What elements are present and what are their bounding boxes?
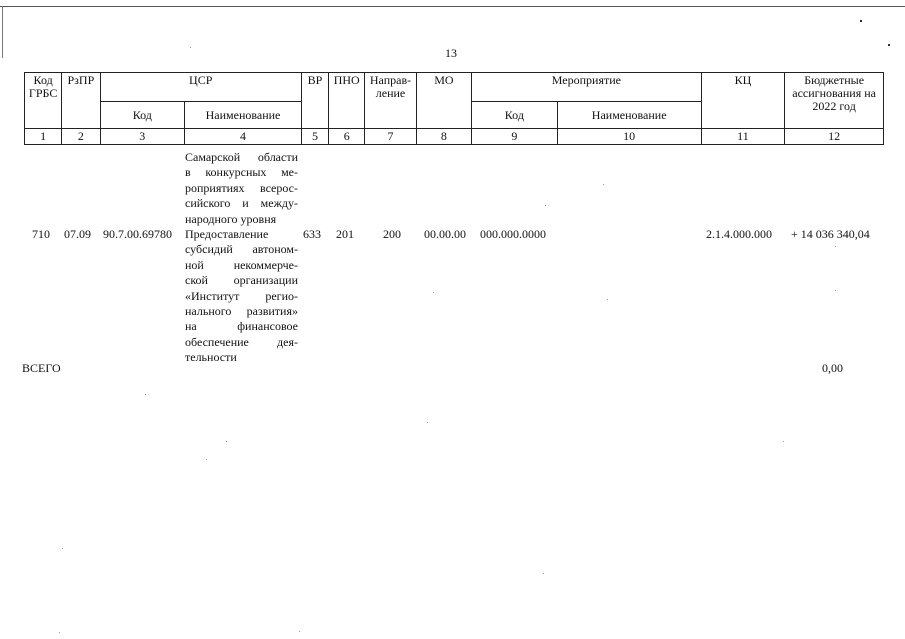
col-meropr-header: Мероприятие <box>472 73 702 102</box>
text-line: субсидий автоном- <box>185 242 298 257</box>
col-number: 11 <box>701 129 785 145</box>
col-number: 8 <box>416 129 471 145</box>
col-number: 6 <box>329 129 365 145</box>
col-rzpr-header: РзПР <box>62 73 100 129</box>
scan-edge-left <box>2 6 3 58</box>
scan-speck <box>299 631 300 632</box>
scan-speck <box>226 441 227 442</box>
total-label: ВСЕГО <box>22 361 61 375</box>
text-line: сийского и между- <box>185 196 298 211</box>
scan-speck <box>783 441 784 442</box>
col-number: 1 <box>25 129 62 145</box>
text-line: ской организации <box>185 273 298 288</box>
scan-speck <box>835 290 836 291</box>
scan-speck <box>888 44 890 46</box>
text-line: тельности <box>185 350 237 365</box>
cell-mo: 00.00.00 <box>424 227 466 241</box>
cell-rzpr: 07.09 <box>64 227 91 241</box>
cell-kc: 2.1.4.000.000 <box>706 227 772 241</box>
col-csr-name-header: Наименование <box>185 102 302 129</box>
col-meropr-kod-header: Код <box>472 102 558 129</box>
cell-vr: 633 <box>303 227 321 241</box>
continuation-text <box>185 150 298 227</box>
text-line: роприятиях всерос- <box>185 180 298 195</box>
col-vr-header: ВР <box>301 73 328 129</box>
col-number: 5 <box>301 129 328 145</box>
col-pno-header: ПНО <box>329 73 365 129</box>
scan-speck <box>59 632 60 633</box>
cell-pno: 201 <box>336 227 354 241</box>
scan-speck <box>603 184 604 185</box>
text-line: Самарской области <box>185 150 298 164</box>
scan-speck <box>545 205 546 206</box>
cell-napr: 200 <box>383 227 401 241</box>
scan-speck <box>190 47 191 48</box>
cell-amount: + 14 036 340,04 <box>791 227 870 241</box>
cell-kod-grbs: 710 <box>32 227 50 241</box>
scan-speck <box>835 246 836 247</box>
header-table <box>24 72 884 145</box>
cell-csr-kod: 90.7.00.69780 <box>103 227 172 241</box>
text-line: «Институт регио- <box>185 288 298 303</box>
col-meropr-name-header: Наименование <box>557 102 701 129</box>
col-csr-header: ЦСР <box>100 73 301 102</box>
text-line: ной некоммерче- <box>185 257 298 272</box>
col-napr-header: Направ-ление <box>365 73 416 129</box>
col-budget-header: Бюджетные ассигнования на 2022 год <box>785 73 884 129</box>
text-line: обеспечение дея- <box>185 334 298 349</box>
scan-speck <box>433 292 434 293</box>
text-line: в конкурсных ме- <box>185 165 298 180</box>
scan-speck <box>145 394 146 395</box>
scan-speck <box>62 548 63 549</box>
col-kc-header: КЦ <box>701 73 785 129</box>
column-number-row <box>25 129 884 145</box>
scan-speck <box>607 299 608 300</box>
text-line: нального развития» <box>185 303 298 318</box>
scan-speck <box>206 459 207 460</box>
col-number: 3 <box>100 129 185 145</box>
scan-speck <box>860 20 862 22</box>
col-number: 2 <box>62 129 100 145</box>
text-line: народного уровня <box>185 211 277 226</box>
col-number: 7 <box>365 129 416 145</box>
scan-speck <box>427 422 428 423</box>
total-amount: 0,00 <box>822 361 843 375</box>
page-number: 13 <box>445 46 457 60</box>
col-kod-grbs-header: Код ГРБС <box>25 73 62 129</box>
col-number: 9 <box>472 129 558 145</box>
col-mo-header: МО <box>416 73 471 129</box>
scan-speck <box>543 573 544 574</box>
col-csr-kod-header: Код <box>100 102 185 129</box>
col-number: 10 <box>557 129 701 145</box>
col-number: 4 <box>185 129 302 145</box>
col-number: 12 <box>785 129 884 145</box>
text-line: на финансовое <box>185 319 298 334</box>
cell-csr-name <box>185 227 298 366</box>
text-line: Предоставление <box>185 227 269 241</box>
cell-meropr-kod: 000.000.0000 <box>480 227 546 241</box>
scan-edge-top <box>0 6 905 7</box>
